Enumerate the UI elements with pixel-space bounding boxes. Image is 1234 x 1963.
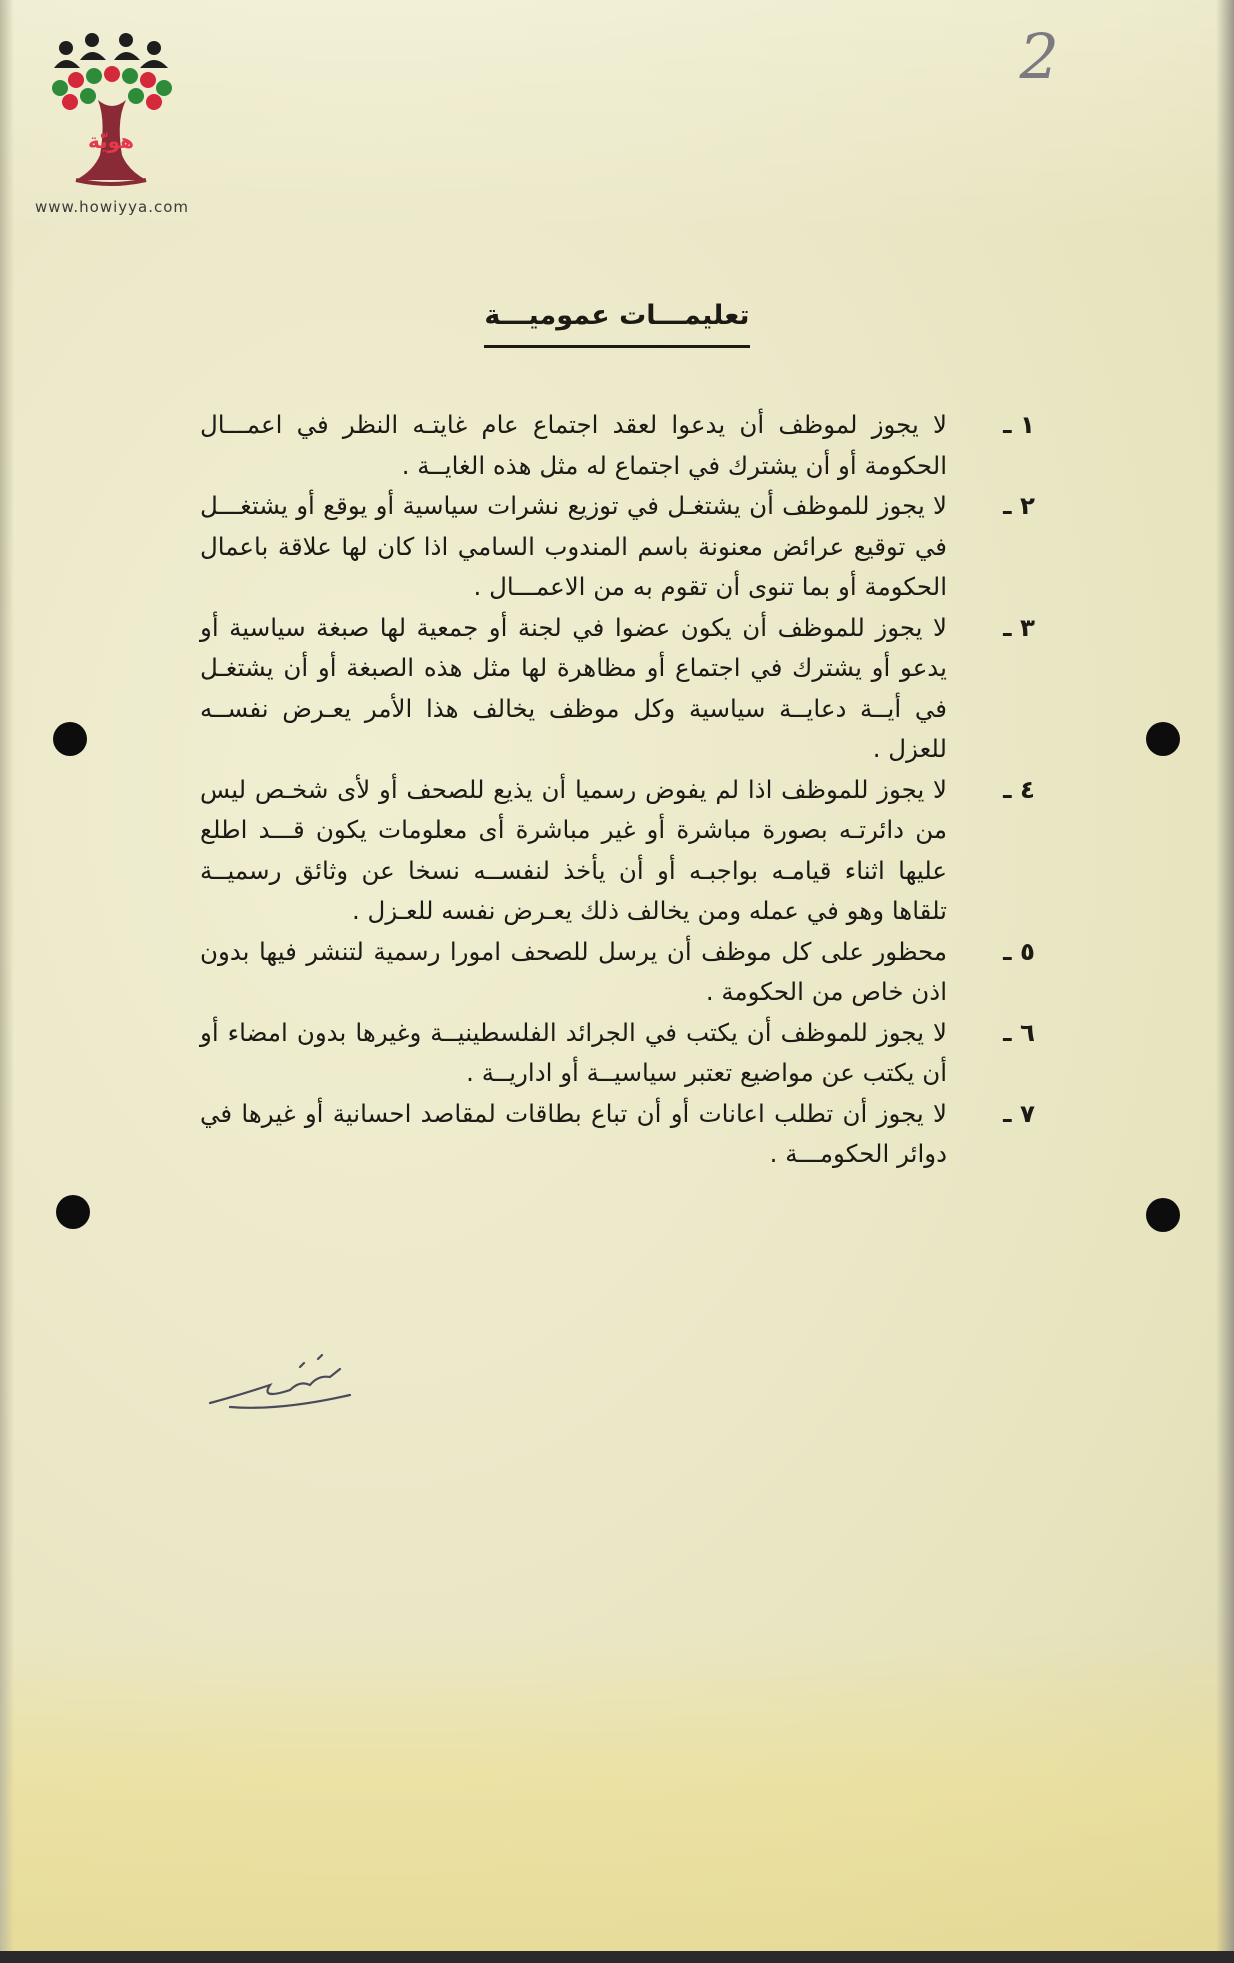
heading-text: تعليمـــات عموميـــة: [484, 300, 749, 348]
clause-text: لا يجوز للموظف اذا لم يفوض رسميا أن يذيع للصحف أو لأى شخـص ليس من دائرتـه بصورة مباشرة أو غير مباشرة أى معلومات يكون قـــد اطلع عليها اثناء قيامـه بواجبـه أو أن يأخذ لنفســه نسخا عن وثائق رسميــة تلقاها وهو في عمله ومن يخالف ذلك يعـرض نفسه للعـزل .: [200, 774, 947, 925]
scan-border-bottom: [0, 1951, 1234, 1963]
paper-edge-left: [0, 0, 14, 1963]
clause-number: ١ ـ: [1003, 410, 1035, 439]
clause-item: [200, 932, 1035, 1013]
clause-number: ٥ ـ: [1003, 936, 1035, 966]
clause-text: محظور على كل موظف أن يرسل للصحف امورا رسمية لتنشر فيها بدون اذن خاص من الحكومة .: [200, 936, 947, 1006]
document-heading: [0, 300, 1234, 348]
clause-number: ٢ ـ: [1003, 491, 1035, 520]
clause-number: ٦ ـ: [1003, 1017, 1035, 1047]
clause-text: لا يجوز لموظف أن يدعوا لعقد اجتماع عام غايتـه النظر في اعمـــال الحكومة أو أن يشترك في اجتماع له مثل هذه الغايــة .: [200, 410, 947, 480]
clause-item: [200, 770, 1035, 932]
clause-item: [200, 486, 1035, 608]
clause-text: لا يجوز للموظف أن يشتغـل في توزيع نشرات سياسية أو يوقع أو يشتغـــل في توقيع عرائض معنونة باسم المندوب السامي اذا كان لها علاقة باعمال الحكومة أو بما تنوى أن تقوم به من الاعمـــال .: [200, 491, 947, 601]
clause-text: لا يجوز للموظف أن يكون عضوا في لجنة أو جمعية لها صبغة سياسية أو يدعو أو يشترك في اجتماع أو مظاهرة لها مثل هذه الصبغة أو أن يشتغـل في أيــة دعايــة سياسية وكل موظف يخالف هذا الأمر يعـرض نفســه للعزل .: [200, 612, 947, 763]
punch-hole-left-upper: [53, 722, 87, 756]
handwritten-signature-icon: [200, 1345, 360, 1415]
clause-item: [200, 1094, 1035, 1175]
clause-number: ٧ ـ: [1003, 1098, 1035, 1128]
clause-item: [200, 405, 1035, 486]
punch-hole-left-lower: [56, 1195, 90, 1229]
howiyya-tree-logo-icon: [46, 30, 176, 195]
page-number: 2: [1019, 20, 1059, 93]
punch-hole-right-upper: [1146, 722, 1180, 756]
clause-item: [200, 1013, 1035, 1094]
svg-text:هويّة: هويّة: [87, 129, 135, 153]
clause-item: [200, 608, 1035, 770]
logo-url[interactable]: www.howiyya.com: [34, 198, 190, 216]
punch-hole-right-lower: [1146, 1198, 1180, 1232]
clause-number: ٣ ـ: [1003, 612, 1035, 642]
instructions-list: [200, 405, 1035, 1175]
paper-stain: [0, 1633, 1234, 1963]
clause-text: لا يجوز أن تطلب اعانات أو أن تباع بطاقات لمقاصد احسانية أو غيرها في دوائر الحكومـــة .: [200, 1098, 947, 1168]
clause-number: ٤ ـ: [1003, 774, 1035, 804]
howiyya-logo[interactable]: [22, 30, 202, 225]
paper-edge-right: [1216, 0, 1234, 1963]
clause-text: لا يجوز للموظف أن يكتب في الجرائد الفلسطينيــة وغيرها بدون امضاء أو أن يكتب عن مواضيع تعتبر سياسيــة أو اداريــة .: [200, 1017, 947, 1087]
